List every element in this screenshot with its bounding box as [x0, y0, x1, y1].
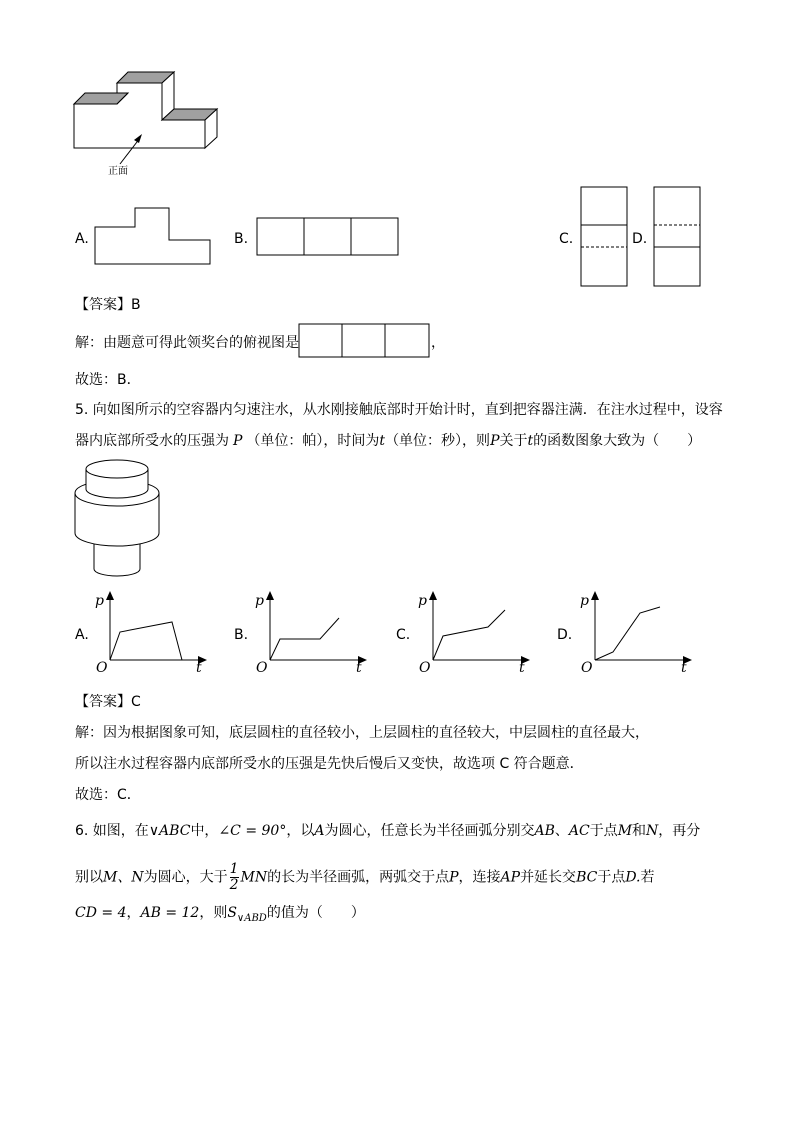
q6-l1-c: ，以 [286, 823, 315, 839]
q6-l2-g: 若 [640, 869, 655, 886]
q5-line2-b: （单位：帕），时间为 [246, 433, 380, 449]
cd-equals: CD = 4 [75, 905, 127, 921]
q5-line1: 5. 向如图所示的空容器内匀速注水，从水刚接触底部时开始计时，直到把容器注满．在注水过程中，设容 [75, 402, 723, 418]
podium-figure [70, 68, 230, 180]
axis-t-label: t [196, 660, 202, 673]
axis-p-label: p [580, 593, 589, 609]
option-a-figure [94, 207, 212, 265]
origin-label: O [419, 660, 431, 673]
axis-t-label: t [519, 660, 525, 673]
q6-l3-a: ， [126, 905, 141, 921]
q5-graph-c [413, 588, 533, 673]
q5-solution-2: 所以注水过程容器内底部所受水的压强是先快后慢后又变快，故选项 C 符合题意． [75, 756, 584, 772]
option-d-label: D. [632, 231, 648, 247]
q5-solution-1: 解：因为根据图象可知，底层圆柱的直径较小，上层圆柱的直径较大，中层圆柱的直径最大， [75, 725, 649, 741]
q4-solution-prefix: 解：由题意可得此领奖台的俯视图是 [75, 335, 299, 351]
q5-answer: 【答案】C [75, 694, 141, 710]
q4-answer: 【答案】B [75, 297, 141, 313]
q6-l1-h: ，再分 [658, 823, 701, 839]
point-n: N [646, 823, 659, 839]
q6-l2-d: ，连接 [458, 869, 501, 886]
container-figure [70, 456, 165, 580]
origin-label: O [96, 660, 108, 673]
q5-line2-d: 关于 [499, 433, 528, 449]
points-m-n: M、N [103, 869, 144, 886]
q6-l1-e: 、 [554, 823, 569, 839]
axis-p-label: p [418, 593, 427, 609]
q5-line2-c: （单位：秒），则 [385, 433, 491, 449]
q6-line2 [75, 862, 655, 893]
triangle-abc: ∨ABC [148, 823, 191, 839]
q5-line2-e: 的函数图象大致为（ ） [533, 433, 702, 449]
area-subscript: ∨ABD [236, 912, 267, 924]
q5-line2-a: 器内底部所受水的压强为 [75, 433, 229, 449]
fraction-denominator: 2 [229, 877, 239, 893]
q5-option-b-label: B. [234, 627, 249, 643]
q6-l3-c: 的值为（ ） [266, 905, 365, 921]
segment-ap: AP [500, 869, 521, 886]
axis-t-label: t [356, 660, 362, 673]
option-b-label: B. [234, 231, 249, 247]
q5-graph-b [250, 588, 370, 673]
origin-label: O [581, 660, 593, 673]
q4-choose: 故选：B． [75, 372, 141, 388]
option-a-label: A. [75, 231, 89, 247]
q6-l3-b: ，则 [199, 905, 228, 921]
axis-p-label: p [95, 593, 104, 609]
option-c-figure [580, 186, 630, 288]
option-b-figure [256, 217, 400, 257]
q6-l1-a: 6. 如图，在 [75, 823, 149, 839]
front-label: 正面 [108, 166, 128, 177]
fraction-numerator: 1 [229, 861, 239, 877]
q5-option-a-label: A. [75, 627, 89, 643]
q4-solution-suffix: ， [431, 335, 445, 351]
var-t: t [379, 433, 386, 449]
angle-c: ∠C = 90° [218, 823, 287, 839]
q6-line3 [75, 904, 365, 928]
option-c-label: C. [559, 231, 574, 247]
q6-l2-e: 并延长交 [520, 869, 577, 886]
option-d-figure [653, 186, 703, 288]
q6-l2-a: 别以 [75, 869, 103, 886]
q6-l2-c: 的长为半径画弧，两弧交于点 [267, 869, 450, 886]
point-d: D. [625, 869, 641, 886]
q6-line1 [75, 822, 700, 840]
q4-solution-figure [298, 323, 431, 359]
q6-l2-b: 为圆心，大于 [143, 869, 228, 886]
q5-graph-d [575, 588, 695, 673]
axis-t-label: t [681, 660, 687, 673]
axis-p-label: p [255, 593, 264, 609]
var-p-2: P [490, 433, 500, 449]
segment-mn: MN [240, 869, 268, 886]
q5-option-c-label: C. [396, 627, 411, 643]
fraction-half [230, 862, 239, 893]
q6-l2-f: 于点 [597, 869, 626, 886]
segment-ac: AC [568, 823, 590, 839]
segment-ab: AB [534, 823, 555, 839]
point-m: M [617, 823, 633, 839]
q5-line2 [75, 432, 701, 450]
q6-l1-g: 和 [632, 823, 647, 839]
point-a: A [314, 823, 325, 839]
point-p: P [449, 869, 459, 886]
ab-equals: AB = 12 [140, 905, 200, 921]
q5-option-d-label: D. [557, 627, 573, 643]
q5-choose: 故选：C． [75, 787, 141, 803]
q6-l1-b: 中， [190, 823, 219, 839]
q6-l1-f: 于点 [589, 823, 618, 839]
origin-label: O [256, 660, 268, 673]
q4-solution [75, 334, 299, 352]
q6-l1-d: 为圆心，任意长为半径画弧分别交 [324, 823, 535, 839]
area-symbol: S [227, 905, 237, 921]
var-p: P [233, 433, 243, 449]
segment-bc: BC [576, 869, 598, 886]
var-t-2: t [527, 433, 534, 449]
q5-graph-a [90, 588, 210, 673]
